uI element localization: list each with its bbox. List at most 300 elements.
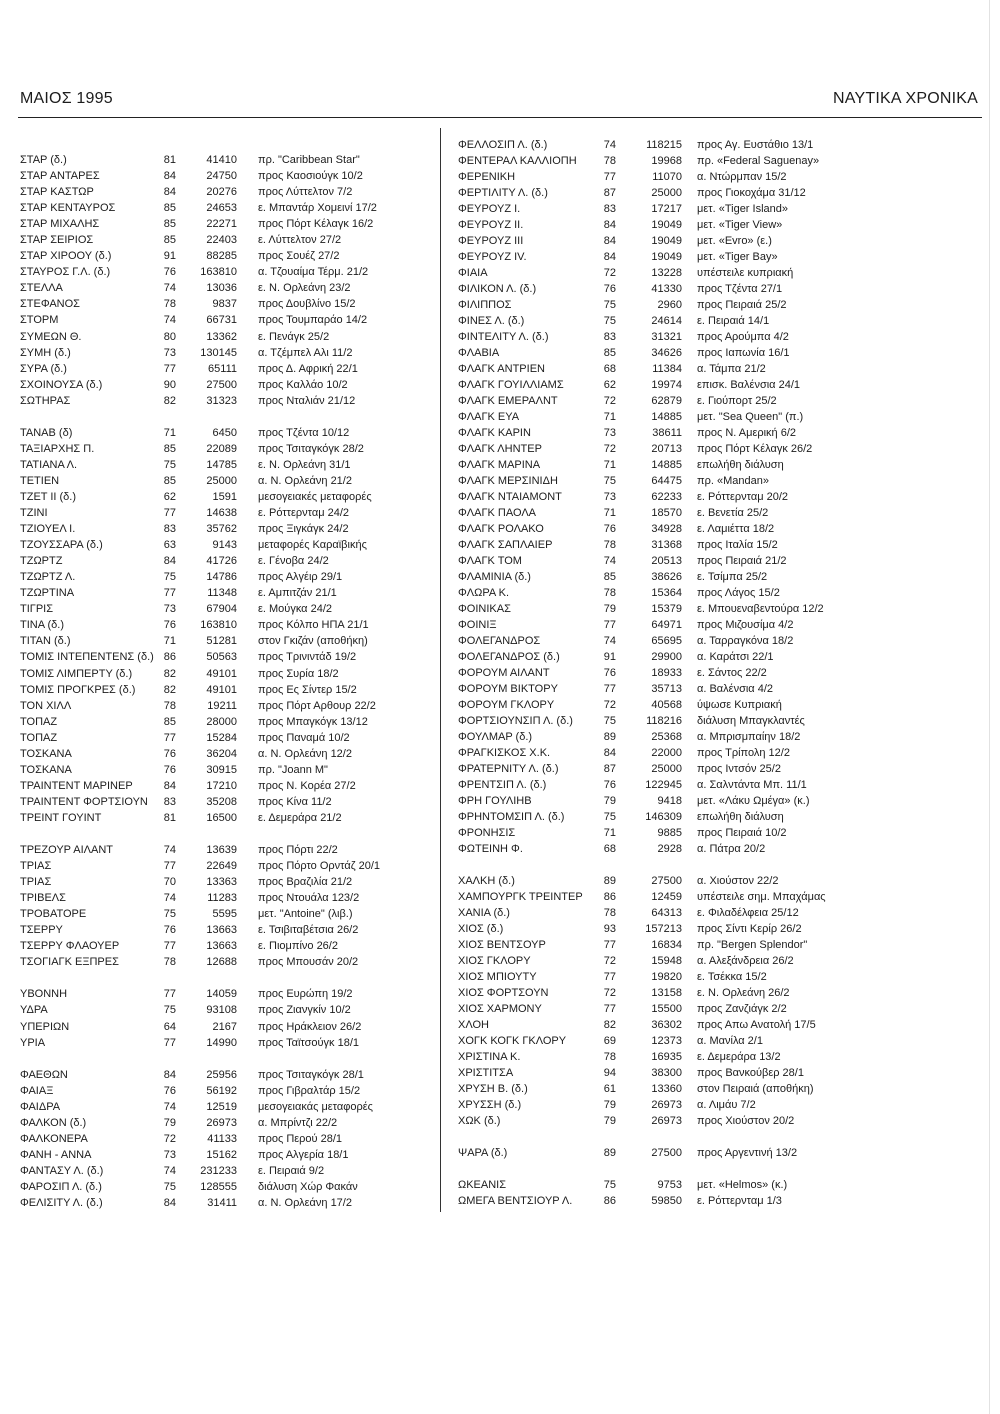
status-note: ε. Λαμιέττα 18/2 bbox=[697, 523, 775, 535]
status-note: προς Καοσιούγκ 10/2 bbox=[258, 170, 363, 183]
build-year: 78 bbox=[603, 539, 616, 551]
ship-name: ΦΑΙΔΡΑ bbox=[20, 1100, 61, 1113]
ship-row bbox=[20, 296, 432, 312]
build-year: 87 bbox=[603, 763, 616, 775]
status-note: μετ. «Tiger Island» bbox=[697, 203, 788, 215]
status-note: μεταφορές Καραϊβικής bbox=[258, 539, 367, 552]
tonnage: 27500 bbox=[206, 378, 237, 391]
tonnage: 130145 bbox=[200, 346, 237, 359]
build-year: 77 bbox=[163, 1036, 176, 1049]
ship-name: ΦΡΗ ΓΟΥΛΙΗΒ bbox=[458, 795, 532, 807]
build-year: 68 bbox=[603, 363, 616, 375]
status-note: μετ. «Λάκυ Ωμέγα» (κ.) bbox=[697, 795, 810, 807]
tonnage: 22403 bbox=[206, 234, 237, 247]
tonnage: 64313 bbox=[651, 907, 682, 919]
ship-name: ΦΡΟΝΗΣΙΣ bbox=[458, 827, 516, 839]
ship-row bbox=[458, 425, 978, 441]
ship-name: ΥΒΟΝΝΗ bbox=[20, 988, 68, 1001]
tonnage: 6450 bbox=[212, 426, 237, 439]
status-note: ε. Τσιβιταβέτσια 26/2 bbox=[258, 924, 359, 937]
status-note: επωλήθη διάλυση bbox=[697, 459, 784, 471]
status-note: ε. Βενετία 25/2 bbox=[697, 507, 769, 519]
build-year: 68 bbox=[603, 843, 616, 855]
status-note: πρ. «Federal Saguenay» bbox=[697, 155, 820, 167]
status-note: διάλυση Χώρ Φακάν bbox=[258, 1181, 358, 1193]
ship-name: ΤΖΙΝΙ bbox=[20, 507, 48, 520]
build-year: 77 bbox=[603, 619, 616, 631]
status-note: προς Νταλιάν 21/12 bbox=[258, 394, 356, 407]
build-year: 77 bbox=[163, 587, 176, 600]
ship-row bbox=[458, 489, 978, 505]
letter-group bbox=[458, 1145, 978, 1161]
tonnage: 15379 bbox=[651, 603, 682, 615]
build-year: 73 bbox=[163, 1148, 176, 1161]
build-year: 74 bbox=[603, 635, 616, 647]
status-note: α. Πάτρα 20/2 bbox=[697, 843, 766, 855]
ship-name: ΤΙΝΑ (δ.) bbox=[20, 619, 65, 632]
tonnage: 41726 bbox=[206, 555, 237, 568]
build-year: 86 bbox=[603, 1195, 616, 1207]
tonnage: 26973 bbox=[651, 1099, 682, 1111]
build-year: 90 bbox=[163, 378, 176, 391]
status-note: προς Ευρώπη 19/2 bbox=[258, 988, 353, 1001]
tonnage: 20513 bbox=[651, 555, 682, 567]
status-note: α. Ντώρμπαν 15/2 bbox=[697, 171, 787, 183]
build-year: 84 bbox=[603, 251, 616, 263]
status-note: προς Ταϊτσούγκ 18/1 bbox=[258, 1036, 360, 1049]
build-year: 77 bbox=[603, 971, 616, 983]
status-note: μεσογειακές μεταφορές bbox=[258, 490, 372, 503]
ship-name: ΧΙΟΣ ΓΚΛΟΡΥ bbox=[458, 955, 531, 967]
ship-row bbox=[458, 537, 978, 553]
tonnage: 15500 bbox=[651, 1003, 682, 1015]
build-year: 72 bbox=[163, 1132, 176, 1145]
tonnage: 13663 bbox=[206, 924, 237, 937]
status-note: α. Καράτσι 22/1 bbox=[697, 651, 774, 663]
status-note: πρ. «Mandan» bbox=[697, 475, 769, 487]
tonnage: 13228 bbox=[651, 267, 682, 279]
status-note: προς Περού 28/1 bbox=[258, 1132, 343, 1145]
tonnage: 12373 bbox=[651, 1035, 682, 1047]
ship-row bbox=[458, 729, 978, 745]
tonnage: 38300 bbox=[651, 1067, 682, 1079]
ship-row bbox=[458, 249, 978, 265]
status-note: προς Χιούστον 20/2 bbox=[697, 1115, 795, 1127]
status-note: α. Χιούστον 22/2 bbox=[697, 875, 779, 887]
status-note: προς Βραζιλία 21/2 bbox=[258, 876, 353, 889]
status-note: προς Μπαγκόγκ 13/12 bbox=[258, 715, 368, 728]
build-year: 81 bbox=[163, 154, 176, 166]
ship-name: ΤΡΟΒΑΤΟΡΕ bbox=[20, 908, 87, 921]
build-year: 76 bbox=[163, 924, 176, 937]
ship-row bbox=[20, 264, 432, 280]
build-year: 73 bbox=[163, 346, 176, 359]
status-note: προς Πόρτ Αρθουρ 22/2 bbox=[258, 699, 376, 712]
ship-name: ΧΑΛΚΗ (δ.) bbox=[458, 875, 515, 887]
build-year: 75 bbox=[163, 1181, 176, 1193]
status-note: α. Ν. Ορλεάνη 12/2 bbox=[258, 747, 352, 760]
ship-name: ΦΕΥΡΟΥΖ ΙΙΙ bbox=[458, 235, 524, 247]
build-year: 77 bbox=[163, 362, 176, 375]
ship-row bbox=[20, 505, 432, 521]
tonnage: 2928 bbox=[657, 843, 682, 855]
tonnage: 66731 bbox=[206, 314, 237, 327]
build-year: 84 bbox=[603, 747, 616, 759]
ship-name: ΦΛΑΓΚ ΤΟΜ bbox=[458, 555, 522, 567]
build-year: 76 bbox=[163, 266, 176, 279]
status-note: ε. Φιλαδέλφεια 25/12 bbox=[697, 907, 799, 919]
status-note: προς Μιζουσίμα 4/2 bbox=[697, 619, 794, 631]
status-note: επωλήθη διάλυση bbox=[697, 811, 784, 823]
build-year: 77 bbox=[603, 939, 616, 951]
tonnage: 31368 bbox=[651, 539, 682, 551]
ship-row bbox=[458, 441, 978, 457]
ship-row bbox=[20, 168, 432, 184]
ship-name: ΤΕΤΙΕΝ bbox=[20, 474, 60, 487]
ship-row bbox=[20, 1195, 432, 1211]
ship-name: ΦΩΤΕΙΝΗ Φ. bbox=[458, 843, 523, 855]
status-note: ε. Γένοβα 24/2 bbox=[258, 555, 329, 568]
issue-date: ΜΑΙΟΣ 1995 bbox=[20, 90, 113, 107]
tonnage: 14885 bbox=[651, 411, 682, 423]
build-year: 82 bbox=[603, 1019, 616, 1031]
ship-name: ΤΟΣΚΑΝΑ bbox=[20, 763, 72, 776]
ship-row bbox=[20, 762, 432, 778]
ship-name: ΥΔΡΑ bbox=[20, 1004, 48, 1017]
build-year: 75 bbox=[603, 1179, 616, 1191]
ship-row bbox=[458, 777, 978, 793]
ship-row bbox=[20, 280, 432, 296]
tonnage: 49101 bbox=[206, 683, 237, 696]
ship-row bbox=[20, 1179, 432, 1195]
build-year: 82 bbox=[163, 667, 176, 680]
build-year: 78 bbox=[603, 907, 616, 919]
ship-row bbox=[458, 1017, 978, 1033]
ship-name: ΣΤΑΡ ΣΕΙΡΙΟΣ bbox=[20, 234, 94, 247]
column-divider bbox=[440, 128, 441, 1212]
tonnage: 18570 bbox=[651, 507, 682, 519]
ship-row bbox=[458, 1081, 978, 1097]
tonnage: 18933 bbox=[651, 667, 682, 679]
tonnage: 22089 bbox=[206, 442, 237, 455]
status-note: προς Αλγερία 18/1 bbox=[258, 1148, 349, 1161]
ship-name: ΤΖΟΥΣΣΑΡΑ (δ.) bbox=[20, 539, 103, 552]
ship-name: ΦΟΥΛΜΑΡ (δ.) bbox=[458, 731, 533, 743]
tonnage: 2960 bbox=[657, 299, 682, 311]
status-note: μετ. «Tiger View» bbox=[697, 219, 783, 231]
tonnage: 24750 bbox=[206, 170, 237, 183]
status-note: προς Γιοκοχάμα 31/12 bbox=[697, 187, 806, 199]
ship-name: ΦΕΥΡΟΥΖ ΙV. bbox=[458, 251, 527, 263]
ship-name: ΦΑΛΚΟΝ (δ.) bbox=[20, 1116, 87, 1129]
tonnage: 14059 bbox=[206, 988, 237, 1001]
ship-row bbox=[20, 521, 432, 537]
ship-name: ΦΛΑΓΚ ΝΤΑΙΑΜΟΝΤ bbox=[458, 491, 562, 503]
status-note: ύψωσε Κυπριακή bbox=[697, 699, 782, 711]
ship-name: ΦΕΝΤΕΡΑΛ ΚΑΛΛΙΟΠΗ bbox=[458, 155, 577, 167]
tonnage: 34626 bbox=[651, 347, 682, 359]
tonnage: 26973 bbox=[651, 1115, 682, 1127]
status-note: ε. Ν. Ορλεάνη 23/2 bbox=[258, 282, 351, 295]
tonnage: 13360 bbox=[651, 1083, 682, 1095]
ship-row bbox=[458, 377, 978, 393]
build-year: 81 bbox=[163, 811, 176, 824]
build-year: 91 bbox=[603, 651, 616, 663]
ship-name: ΦΛΑΒΙΑ bbox=[458, 347, 500, 359]
build-year: 84 bbox=[603, 235, 616, 247]
ship-row bbox=[458, 713, 978, 729]
ship-name: ΤΙΓΡΙΣ bbox=[20, 603, 54, 616]
ship-name: ΦΙΛΙΠΠΟΣ bbox=[458, 299, 512, 311]
tonnage: 29900 bbox=[651, 651, 682, 663]
build-year: 85 bbox=[163, 474, 176, 487]
build-year: 80 bbox=[163, 330, 176, 343]
ship-row bbox=[20, 842, 432, 858]
ship-name: ΤΟΜΙΣ ΠΡΟΓΚΡΕΣ (δ.) bbox=[20, 683, 136, 696]
ship-name: ΦΛΑΓΚ ΜΕΡΣΙΝΙΔΗ bbox=[458, 475, 558, 487]
tonnage: 5595 bbox=[212, 908, 237, 921]
build-year: 91 bbox=[163, 250, 176, 263]
magazine-title: ΝΑΥΤΙΚΑ ΧΡΟΝΙΚΑ bbox=[833, 90, 978, 107]
letter-group bbox=[458, 873, 978, 1129]
build-year: 89 bbox=[603, 875, 616, 887]
ship-row bbox=[458, 809, 978, 825]
ship-row bbox=[20, 345, 432, 361]
letter-group bbox=[20, 986, 432, 1050]
ship-name: ΦΛΑΓΚ ΠΑΟΛΑ bbox=[458, 507, 537, 519]
status-note: προς Γιβραλτάρ 15/2 bbox=[258, 1084, 361, 1097]
status-note: προς Πόρτο Ορντάζ 20/1 bbox=[258, 860, 381, 873]
tonnage: 163810 bbox=[200, 266, 237, 279]
ship-row bbox=[458, 393, 978, 409]
status-note: α. Μανίλα 2/1 bbox=[697, 1035, 763, 1047]
build-year: 77 bbox=[163, 731, 176, 744]
tonnage: 88285 bbox=[206, 250, 237, 263]
tonnage: 231233 bbox=[200, 1164, 237, 1177]
ship-row bbox=[20, 248, 432, 264]
build-year: 71 bbox=[163, 635, 176, 648]
left-column bbox=[20, 152, 432, 1211]
ship-row bbox=[458, 361, 978, 377]
ship-row bbox=[20, 633, 432, 649]
ship-row bbox=[458, 953, 978, 969]
status-note: προς Πόρτ Κέλαγκ 26/2 bbox=[697, 443, 813, 455]
ship-name: ΦΕΥΡΟΥΖ ΙΙ. bbox=[458, 219, 524, 231]
status-note: ε. Τσίμπα 25/2 bbox=[697, 571, 768, 583]
build-year: 77 bbox=[163, 988, 176, 1001]
ship-name: ΤΣΕΡΡΥ ΦΛΑΟΥΕΡ bbox=[20, 940, 120, 953]
build-year: 84 bbox=[163, 186, 176, 199]
build-year: 85 bbox=[163, 218, 176, 231]
ship-name: ΤΟΜΙΣ ΛΙΜΠΕΡΤΥ (δ.) bbox=[20, 667, 133, 680]
ship-row bbox=[458, 601, 978, 617]
ship-name: ΧΩΚ (δ.) bbox=[458, 1115, 501, 1127]
ship-row bbox=[20, 1147, 432, 1163]
status-note: μετ. «Evro» (ε.) bbox=[697, 235, 772, 247]
ship-row bbox=[458, 969, 978, 985]
ship-row bbox=[458, 681, 978, 697]
status-note: προς Συρία 18/2 bbox=[258, 667, 339, 680]
ship-name: ΦΕΡΤΙΛΙΤΥ Λ. (δ.) bbox=[458, 187, 548, 199]
ship-row bbox=[20, 890, 432, 906]
ship-name: ΦΙΝΕΣ Λ. (δ.) bbox=[458, 315, 525, 327]
tonnage: 146309 bbox=[645, 811, 682, 823]
ship-name: ΤΑΞΙΑΡΧΗΣ Π. bbox=[20, 442, 95, 455]
status-note: μετ. "Sea Queen" (π.) bbox=[697, 411, 804, 423]
status-note: στον Γκιζάν (αποθήκη) bbox=[258, 635, 368, 648]
ship-row bbox=[20, 425, 432, 441]
status-note: προς Τζέντα 27/1 bbox=[697, 283, 783, 295]
status-note: ε. Πειραιά 14/1 bbox=[697, 315, 770, 327]
ship-name: ΤΙΤΑΝ (δ.) bbox=[20, 635, 71, 648]
scan-edge bbox=[989, 0, 990, 1414]
build-year: 72 bbox=[603, 443, 616, 455]
ship-row bbox=[458, 153, 978, 169]
build-year: 76 bbox=[163, 747, 176, 760]
ship-row bbox=[458, 825, 978, 841]
tonnage: 65111 bbox=[208, 362, 237, 375]
ship-row bbox=[20, 1163, 432, 1179]
letter-group bbox=[20, 425, 432, 826]
tonnage: 27500 bbox=[651, 1147, 682, 1159]
ship-row bbox=[458, 921, 978, 937]
ship-name: ΦΛΑΓΚ ΚΑΡΙΝ bbox=[458, 427, 531, 439]
tonnage: 62233 bbox=[651, 491, 682, 503]
ship-name: ΧΙΟΣ ΦΟΡΤΣΟΥΝ bbox=[458, 987, 549, 999]
ship-name: ΤΖΩΡΤΖ Λ. bbox=[20, 571, 76, 584]
status-note: προς Τσιταγκόγκ 28/1 bbox=[258, 1068, 364, 1081]
tonnage: 12459 bbox=[651, 891, 682, 903]
ship-row bbox=[458, 169, 978, 185]
build-year: 85 bbox=[163, 442, 176, 455]
build-year: 74 bbox=[163, 892, 176, 905]
tonnage: 35762 bbox=[206, 523, 237, 536]
ship-row bbox=[458, 313, 978, 329]
build-year: 76 bbox=[603, 523, 616, 535]
ship-row bbox=[20, 457, 432, 473]
ship-name: ΦΙΑΙΑ bbox=[458, 267, 488, 279]
status-note: πρ. "Joann M" bbox=[258, 763, 328, 776]
status-note: α. Τάμπα 21/2 bbox=[697, 363, 766, 375]
tonnage: 13362 bbox=[206, 330, 237, 343]
build-year: 77 bbox=[603, 683, 616, 695]
ship-row bbox=[458, 1033, 978, 1049]
ship-row bbox=[20, 1019, 432, 1035]
build-year: 75 bbox=[163, 1004, 176, 1017]
right-column bbox=[458, 137, 978, 1209]
build-year: 79 bbox=[603, 603, 616, 615]
tonnage: 13158 bbox=[651, 987, 682, 999]
build-year: 72 bbox=[603, 267, 616, 279]
build-year: 85 bbox=[163, 715, 176, 728]
tonnage: 34928 bbox=[651, 523, 682, 535]
ship-row bbox=[458, 873, 978, 889]
tonnage: 41133 bbox=[207, 1132, 237, 1145]
tonnage: 122945 bbox=[645, 779, 682, 791]
build-year: 77 bbox=[603, 1003, 616, 1015]
ship-name: ΧΟΓΚ ΚΟΓΚ ΓΚΛΟΡΥ bbox=[458, 1035, 567, 1047]
tonnage: 14990 bbox=[206, 1036, 237, 1049]
tonnage: 25956 bbox=[206, 1068, 237, 1081]
ship-row bbox=[458, 233, 978, 249]
tonnage: 9837 bbox=[212, 298, 237, 311]
build-year: 76 bbox=[603, 283, 616, 295]
status-note: ε. Μούγκα 24/2 bbox=[258, 603, 333, 616]
build-year: 73 bbox=[603, 427, 616, 439]
ship-name: ΣΥΜΗ (δ.) bbox=[20, 346, 71, 359]
ship-name: ΦΛΑΓΚ ΕΥΑ bbox=[458, 411, 520, 423]
tonnage: 11348 bbox=[207, 587, 237, 600]
ship-row bbox=[20, 473, 432, 489]
status-note: ε. Λύττελτον 27/2 bbox=[258, 234, 342, 247]
status-note: προς Καλλάο 10/2 bbox=[258, 378, 348, 391]
tonnage: 27500 bbox=[651, 875, 682, 887]
tonnage: 9143 bbox=[212, 539, 237, 552]
status-note: ε. Δεμεράρα 13/2 bbox=[697, 1051, 781, 1063]
build-year: 86 bbox=[603, 891, 616, 903]
tonnage: 19974 bbox=[651, 379, 682, 391]
status-note: ε. Αμπιτζάν 21/1 bbox=[258, 587, 337, 600]
build-year: 76 bbox=[163, 763, 176, 776]
tonnage: 20276 bbox=[206, 186, 237, 199]
build-year: 77 bbox=[603, 171, 616, 183]
ship-row bbox=[20, 216, 432, 232]
ship-row bbox=[20, 601, 432, 617]
tonnage: 35208 bbox=[206, 795, 237, 808]
ship-row bbox=[20, 617, 432, 633]
status-note: προς Λύττελτον 7/2 bbox=[258, 186, 353, 199]
ship-name: ΦΛΑΜΙΝΙΑ (δ.) bbox=[458, 571, 531, 583]
ship-row bbox=[20, 537, 432, 553]
tonnage: 50563 bbox=[206, 651, 237, 664]
status-note: προς Ν. Κορέα 27/2 bbox=[258, 779, 356, 792]
ship-name: ΦΙΝΤΕΛΙΤΥ Λ. (δ.) bbox=[458, 331, 549, 343]
status-note: μεσογειακάς μεταφορές bbox=[258, 1100, 373, 1113]
build-year: 71 bbox=[603, 411, 616, 423]
ship-name: ΦΟΙΝΙΚΑΣ bbox=[458, 603, 511, 615]
tonnage: 31411 bbox=[207, 1197, 237, 1210]
ship-name: ΦΛΩΡΑ Κ. bbox=[458, 587, 510, 599]
build-year: 83 bbox=[603, 203, 616, 215]
status-note: προς Παναμά 10/2 bbox=[258, 731, 350, 744]
status-note: προς Ντουάλα 123/2 bbox=[258, 892, 360, 905]
tonnage: 11070 bbox=[652, 171, 682, 183]
status-note: πρ. "Bergen Splendor" bbox=[697, 939, 808, 951]
build-year: 79 bbox=[603, 1099, 616, 1111]
ship-name: ΦΟΛΕΓΑΝΔΡΟΣ bbox=[458, 635, 541, 647]
status-note: προς Τσιταγκόγκ 28/2 bbox=[258, 442, 364, 455]
ship-row bbox=[458, 457, 978, 473]
ship-row bbox=[458, 585, 978, 601]
tonnage: 22271 bbox=[206, 218, 237, 231]
build-year: 84 bbox=[163, 555, 176, 568]
build-year: 75 bbox=[603, 715, 616, 727]
tonnage: 36302 bbox=[651, 1019, 682, 1031]
build-year: 78 bbox=[603, 587, 616, 599]
status-note: ε. Σάντος 22/2 bbox=[697, 667, 767, 679]
status-note: προς Αρούμπα 4/2 bbox=[697, 331, 789, 343]
build-year: 84 bbox=[603, 219, 616, 231]
status-note: προς Τρινιντάδ 19/2 bbox=[258, 651, 357, 664]
ship-name: ΦΛΑΓΚ ΣΑΠΛΑΙΕΡ bbox=[458, 539, 553, 551]
status-note: α. Ταρραγκόνα 18/2 bbox=[697, 635, 794, 647]
build-year: 74 bbox=[163, 844, 176, 857]
ship-row bbox=[20, 730, 432, 746]
ship-row bbox=[20, 794, 432, 810]
status-note: διάλυση Μπαγκλαντές bbox=[697, 715, 805, 727]
ship-row bbox=[458, 137, 978, 153]
ship-name: ΨΑΡΑ (δ.) bbox=[458, 1147, 508, 1159]
